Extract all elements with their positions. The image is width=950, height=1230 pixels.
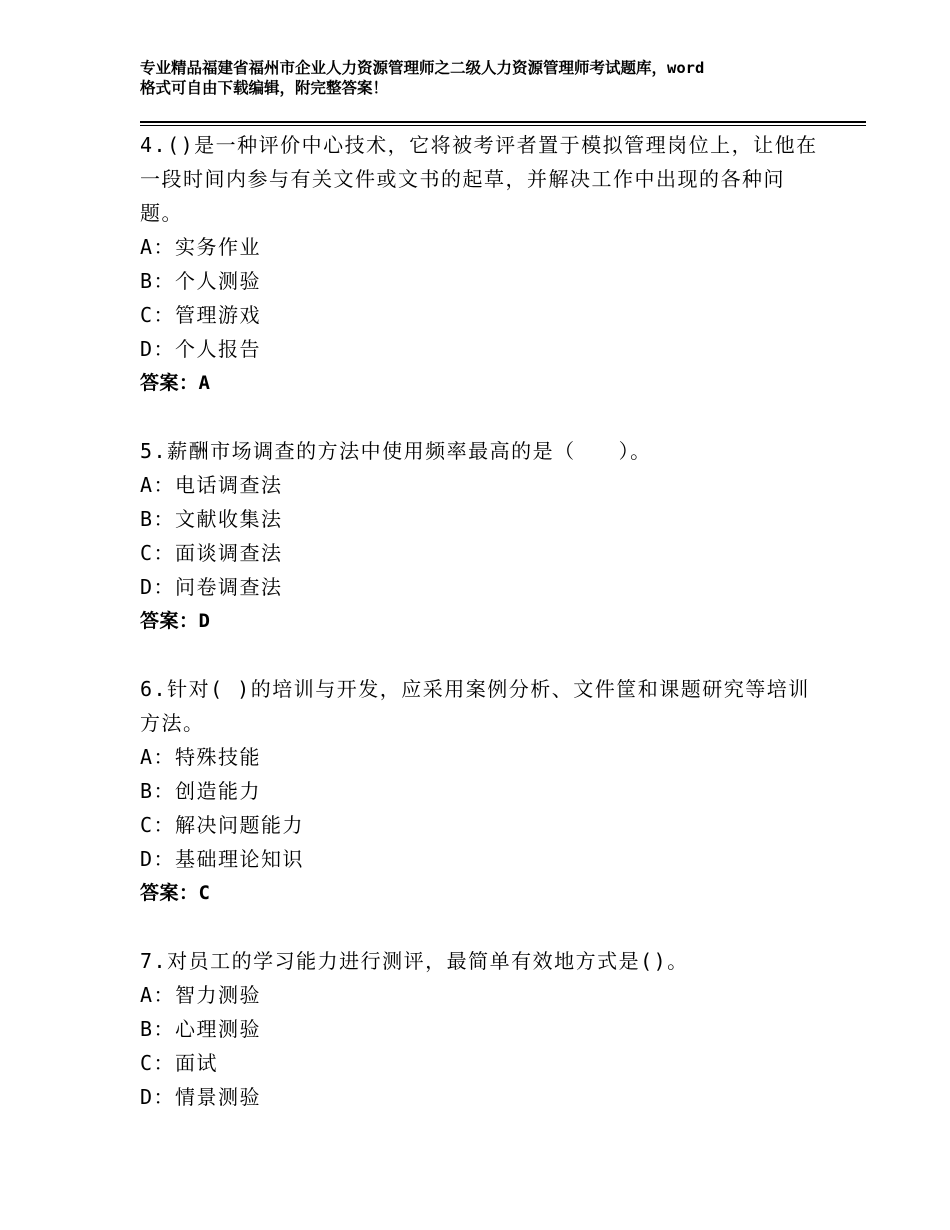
question-stem: 5.薪酬市场调查的方法中使用频率最高的是（ ）。 <box>140 439 652 463</box>
question-7 <box>140 944 820 1114</box>
option-d: D：情景测验 <box>140 1085 262 1109</box>
question-4 <box>140 128 820 400</box>
option-b: B：心理测验 <box>140 1017 262 1041</box>
question-stem: 4.()是一种评价中心技术，它将被考评者置于模拟管理岗位上，让他在一段时间内参与有关文件或文书的起草，并解决工作中出现的各种问题。 <box>140 133 818 225</box>
answer-label: 答案：C <box>140 882 211 904</box>
question-list <box>140 128 820 1148</box>
answer-label: 答案：D <box>140 610 211 632</box>
question-5 <box>140 434 820 638</box>
option-b: B：创造能力 <box>140 779 262 803</box>
question-stem: 6.针对( )的培训与开发，应采用案例分析、文件筐和课题研究等培训方法。 <box>140 677 810 735</box>
option-a: A：智力测验 <box>140 983 262 1007</box>
option-c: C：解决问题能力 <box>140 813 305 837</box>
document-header <box>140 58 830 98</box>
option-a: A：电话调查法 <box>140 473 283 497</box>
header-line-1: 专业精品福建省福州市企业人力资源管理师之二级人力资源管理师考试题库，word <box>140 59 705 77</box>
option-d: D：个人报告 <box>140 337 262 361</box>
option-c: C：面试 <box>140 1051 219 1075</box>
option-d: D：问卷调查法 <box>140 575 283 599</box>
option-a: A：特殊技能 <box>140 745 262 769</box>
option-a: A：实务作业 <box>140 235 262 259</box>
option-d: D：基础理论知识 <box>140 847 305 871</box>
answer-label: 答案：A <box>140 372 211 394</box>
header-divider-thin <box>140 125 866 126</box>
question-6 <box>140 672 820 910</box>
header-divider-thick <box>140 121 866 123</box>
option-c: C：管理游戏 <box>140 303 262 327</box>
option-c: C：面谈调查法 <box>140 541 283 565</box>
header-line-2: 格式可自由下载编辑，附完整答案！ <box>140 79 389 97</box>
question-stem: 7.对员工的学习能力进行测评，最简单有效地方式是()。 <box>140 949 689 973</box>
option-b: B：个人测验 <box>140 269 262 293</box>
option-b: B：文献收集法 <box>140 507 283 531</box>
